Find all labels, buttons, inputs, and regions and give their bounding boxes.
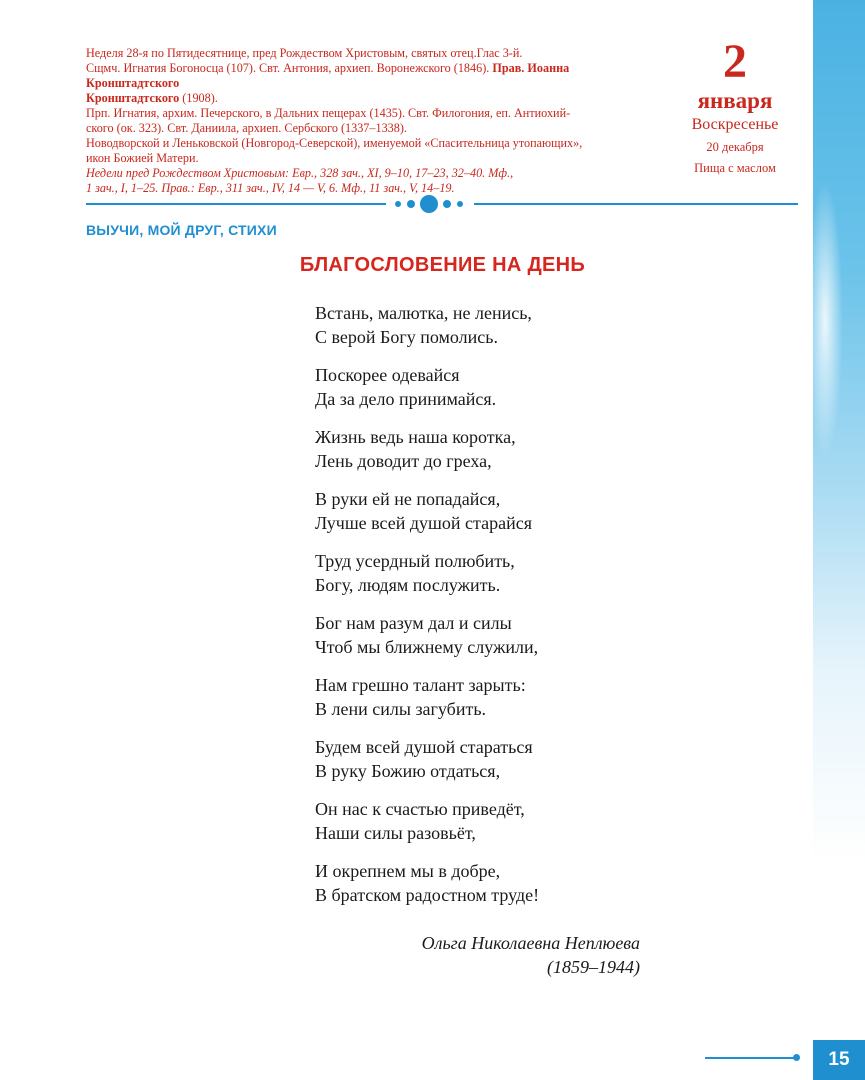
poem-line: Жизнь ведь наша коротка, <box>315 427 516 447</box>
divider-dot <box>407 200 415 208</box>
header-line-part: Сщмч. Игнатия Богоносца (107). Свт. Антония, архиеп. Воронежского (1846). <box>86 61 490 75</box>
poem-line: Нам грешно талант зарыть: <box>315 675 526 695</box>
header-line-readings: 1 зач., I, 1–25. Прав.: Евр., 311 зач., IV, 14 — V, 6. Мф., 11 зач., V, 14–19. <box>86 181 455 195</box>
poem-stanza <box>315 797 675 845</box>
divider-dot-large <box>420 195 438 213</box>
author-years: (1859–1944) <box>547 957 640 977</box>
poem-line: Да за дело принимайся. <box>315 389 497 409</box>
poem-line: Богу, людям послужить. <box>315 575 501 595</box>
header-line <box>86 61 656 91</box>
date-day: 2 <box>723 35 747 88</box>
date-month: января <box>697 88 773 113</box>
poem-line: В братском радостном труде! <box>315 885 540 905</box>
divider-line-right <box>474 203 798 205</box>
poem-line: Лучше всей душой старайся <box>315 513 532 533</box>
header-line: Прп. Игнатия, архим. Печерского, в Дальних пещерах (1435). Свт. Филогония, еп. Антиохий- <box>86 106 571 120</box>
sky-decoration <box>813 0 865 1080</box>
date-old-style: 20 декабря <box>706 140 764 154</box>
footer-dot <box>793 1054 800 1061</box>
author-name: Ольга Николаевна Неплюева <box>421 933 640 953</box>
poem-stanza <box>315 611 675 659</box>
header-line-bold: Прав. Иоанна Кронштадтского <box>86 61 570 90</box>
poem-stanza <box>315 673 675 721</box>
poem-stanza <box>315 487 675 535</box>
poem-stanza <box>315 301 675 349</box>
poem-line: Он нас к счастью приведёт, <box>315 799 525 819</box>
poem-title: БЛАГОСЛОВЕНИЕ НА ДЕНЬ <box>299 254 586 276</box>
poem-line: С верой Богу помолись. <box>315 327 498 347</box>
header-line: Неделя 28-я по Пятидесятнице, пред Рождеством Христовым, святых отец.Глас 3-й. <box>86 46 523 60</box>
divider-dot <box>443 200 451 208</box>
date-fasting: Пища с маслом <box>694 161 776 175</box>
header-line-bold: Кронштадтского <box>86 91 180 105</box>
poem-body <box>315 301 675 921</box>
poem-line: Труд усердный полюбить, <box>315 551 515 571</box>
poem-stanza <box>315 735 675 783</box>
page-number: 15 <box>813 1040 865 1080</box>
poem-stanza <box>315 859 675 907</box>
poem-stanza <box>315 549 675 597</box>
header-line <box>86 91 656 106</box>
section-label: ВЫУЧИ, МОЙ ДРУГ, СТИХИ <box>86 222 277 238</box>
header-line-readings: Недели пред Рождеством Христовым: Евр., 328 зач., XI, 9–10, 17–23, 32–40. Мф., <box>86 166 514 180</box>
poem-line: Чтоб мы ближнему служили, <box>315 637 539 657</box>
header-line: икон Божией Матери. <box>86 151 199 165</box>
header-line: Новодворской и Леньковской (Новгород-Северской), именуемой «Спасительница утопающих», <box>86 136 583 150</box>
poem-line: В лени силы загубить. <box>315 699 487 719</box>
header-line-part: (1908). <box>182 91 218 105</box>
poem-author <box>300 931 640 979</box>
poem-line: В руки ей не попадайся, <box>315 489 501 509</box>
poem-stanza <box>315 425 675 473</box>
poem-line: В руку Божию отдаться, <box>315 761 501 781</box>
poem-line: Бог нам разум дал и силы <box>315 613 512 633</box>
poem-line: Лень доводит до греха, <box>315 451 492 471</box>
divider-dot <box>395 201 401 207</box>
footer-line <box>705 1057 797 1059</box>
date-weekday: Воскресенье <box>691 116 779 133</box>
poem-line: Будем всей душой стараться <box>315 737 533 757</box>
divider-dot <box>457 201 463 207</box>
divider-line-left <box>86 203 386 205</box>
poem-line: Наши силы разовьёт, <box>315 823 476 843</box>
poem-stanza <box>315 363 675 411</box>
poem-line: И окрепнем мы в добре, <box>315 861 501 881</box>
poem-line: Встань, малютка, не ленись, <box>315 303 532 323</box>
liturgical-notes <box>86 46 656 196</box>
poem-line: Поскорее одевайся <box>315 365 460 385</box>
date-block <box>670 36 800 178</box>
header-line: ского (ок. 323). Свт. Даниила, архиеп. Сербского (1337–1338). <box>86 121 407 135</box>
ornament-divider <box>86 194 798 214</box>
